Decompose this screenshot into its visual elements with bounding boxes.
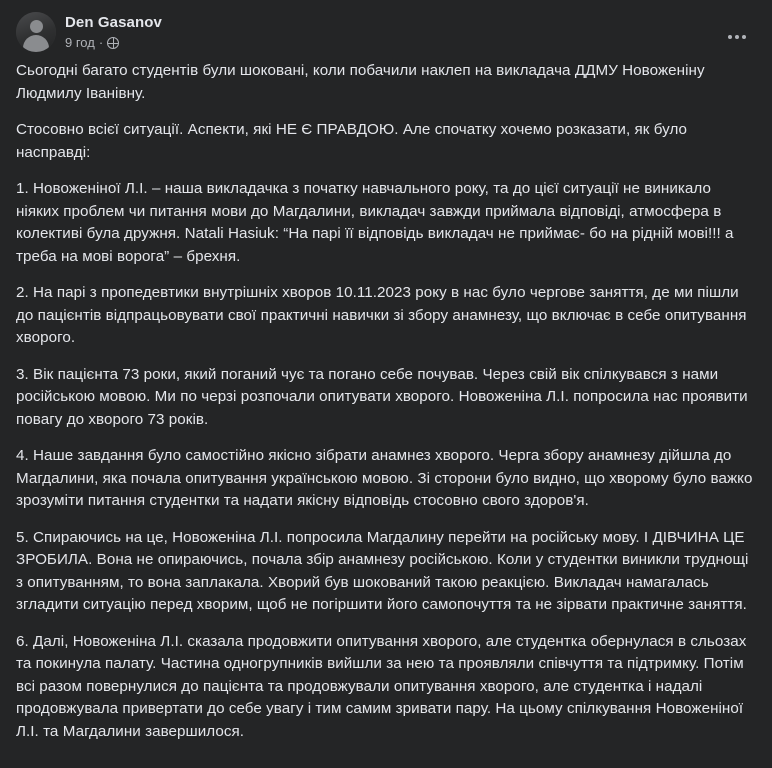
ellipsis-dot-icon bbox=[742, 35, 746, 39]
post-paragraph: 3. Вік пацієнта 73 роки, який поганий чує та погано себе почував. Через свій вік спілкувався з нами російською мовою. Ми по черзі розпочали опитувати хворого. Новоженіна Л.І. попросила нас проявити повагу до хворого 73 років. bbox=[16, 365, 748, 428]
post-body bbox=[16, 58, 756, 743]
avatar-person-head bbox=[30, 20, 43, 33]
post-paragraph: 4. Наше завдання було самостійно якісно зібрати анамнез хворого. Черга збору анамнезу дійшла до Магдалини, яка почала опитування українською мовою. Зі сторони було видно, що хворому було важко зрозуміти питання студентки та надати якісну відповідь стосовно свого здоров'я. bbox=[16, 447, 753, 509]
post-paragraph: 6. Далі, Новоженіна Л.І. сказала продовжити опитування хворого, але студентка обернулася в сльозах та покинула палату. Частина одногрупників вийшли за нею та проявляли співчуття та підтримку. Потім всі разом повернулися до пацієнта та продовжували опитування хворого, але студентка і надалі продовжувала привертати до себе увагу і тим самим зривати пару. На цьому спілкування Новоженіної Л.І. та Магдалини завершилося. bbox=[16, 632, 747, 740]
post-paragraph: 5. Спираючись на це, Новоженіна Л.І. попросила Магдалину перейти на російську мову. І ДІВЧИНА ЦЕ ЗРОБИЛА. Вона не опираючись, почала збір анамнезу російською. Коли у студентки виникли труднощі з опитуванням, то вона заплакала. Хворий був шокований такою реакцією. Викладач намагалась згладити ситуацію перед хворим, щоб не погіршити його самопочуття та не зірвати практичне заняття. bbox=[16, 528, 749, 613]
post-paragraph: 1. Новоженіної Л.І. – наша викладачка з початку навчального року, та до цієї ситуації не виникало ніяких проблем чи питання мови до Магдалини, викладач завжди приймала відповіді, атмосфера в колективі була дружня. Natali Hasiuk: “На парі її відповідь викладач не приймає- бо на рідній мові!!! а треба на мові ворога” – брехня. bbox=[16, 180, 734, 265]
post-paragraph: Стосовно всієї ситуації. Аспекти, які НЕ Є ПРАВДОЮ. Але спочатку хочемо розказати, як було насправді: bbox=[16, 121, 688, 161]
post-timestamp[interactable]: 9 год bbox=[65, 35, 95, 50]
meta-separator: · bbox=[98, 35, 104, 50]
post-meta-row bbox=[65, 35, 162, 51]
post-paragraph: 2. На парі з пропедевтики внутрішніх хворов 10.11.2023 року в нас було чергове заняття, де ми пішли до пацієнтів відпрацьовувати свої практичні навички зі збору анамнезу, що включає в себе опитування хворого. bbox=[16, 284, 747, 346]
post-header-text bbox=[65, 12, 162, 51]
globe-icon[interactable] bbox=[107, 37, 119, 49]
post-header bbox=[16, 12, 756, 58]
post-author-name[interactable]: Den Gasanov bbox=[65, 14, 162, 31]
more-options-button[interactable] bbox=[720, 20, 754, 54]
post-paragraph: Сьогодні багато студентів були шоковані, коли побачили наклеп на викладача ДДМУ Новоженіну Людмилу Іванівну. bbox=[16, 62, 705, 102]
avatar[interactable] bbox=[16, 12, 56, 52]
ellipsis-dot-icon bbox=[735, 35, 739, 39]
ellipsis-dot-icon bbox=[728, 35, 732, 39]
